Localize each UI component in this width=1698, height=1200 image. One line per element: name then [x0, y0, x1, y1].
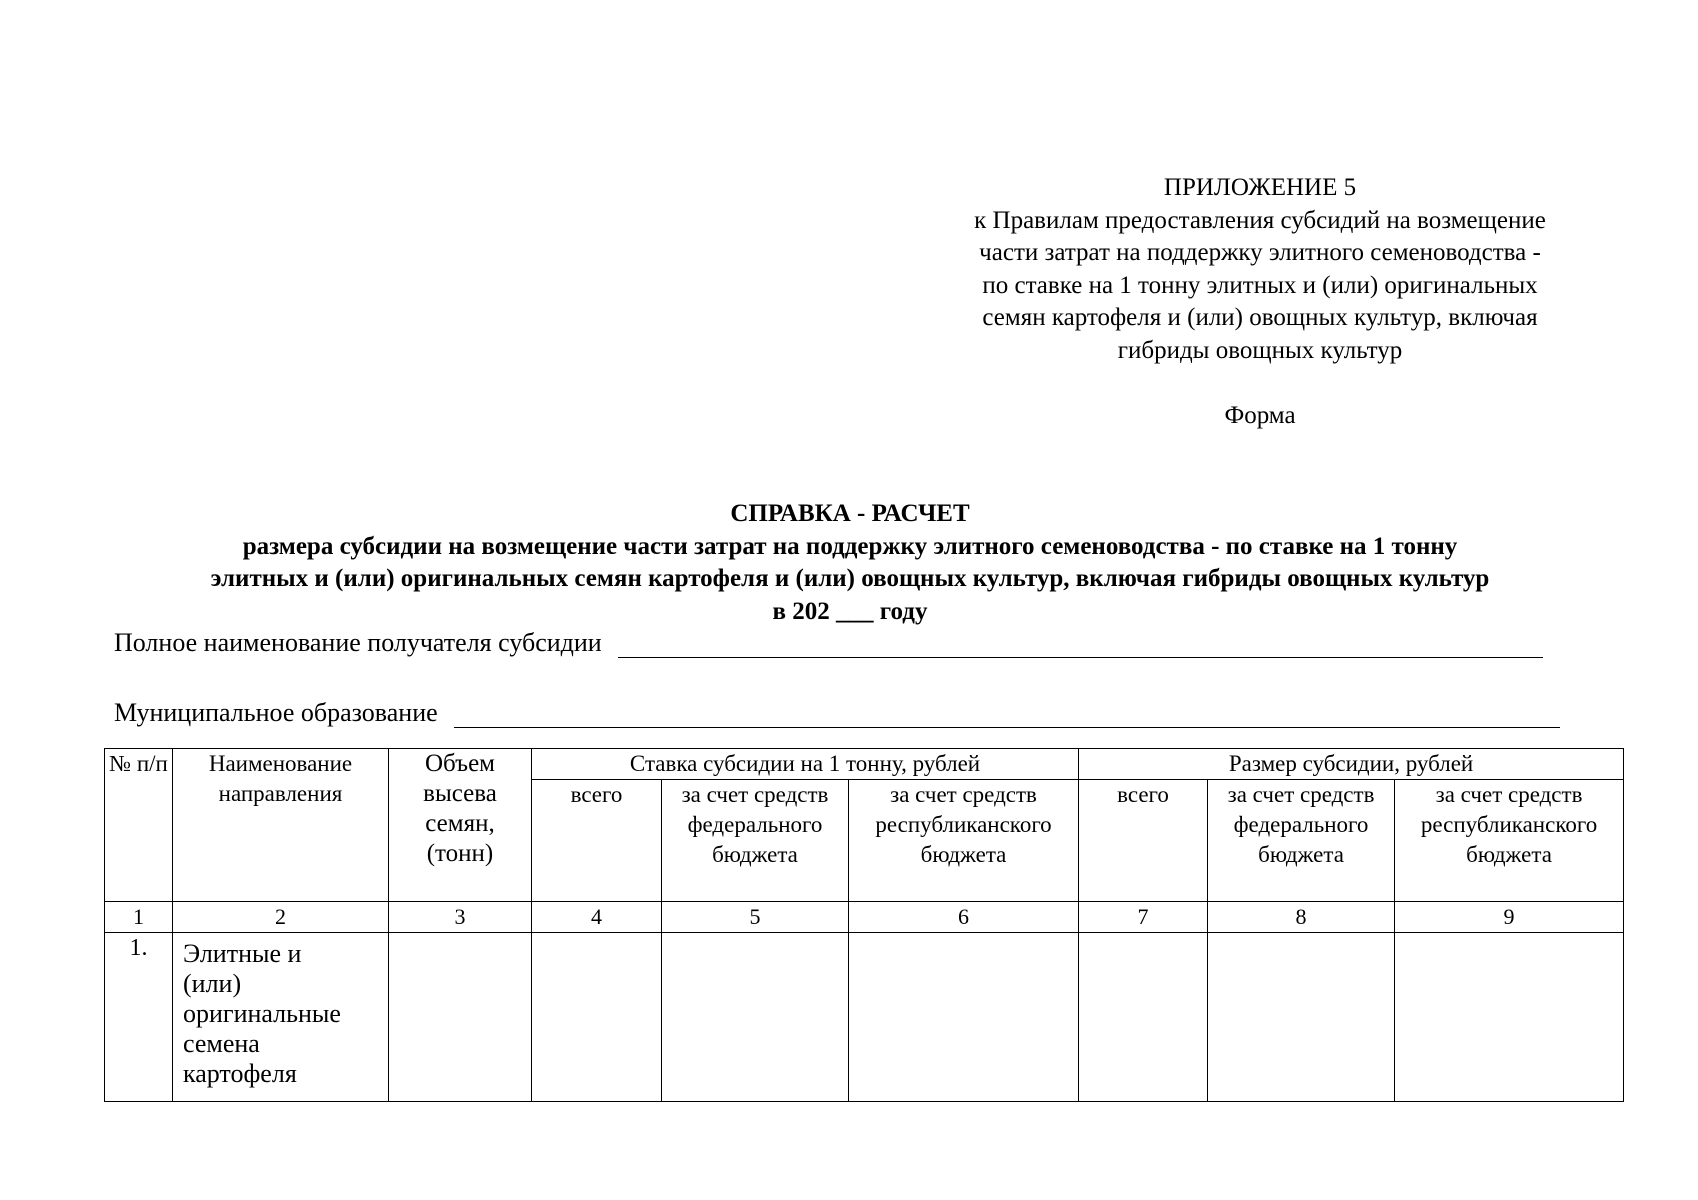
municipality-label: Муниципальное образование	[114, 698, 438, 727]
form-label: Форма	[1224, 402, 1296, 429]
column-number: 4	[532, 902, 662, 933]
document-year-line: в 202 ___ году	[772, 597, 928, 625]
column-number-row	[105, 902, 1624, 933]
cell-amount-federal[interactable]	[1208, 933, 1395, 1102]
cell-rate-total[interactable]	[532, 933, 662, 1102]
header-amount-total: всего	[1079, 780, 1208, 902]
appendix-line: гибриды овощных культур	[1117, 336, 1403, 364]
municipality-blank-line[interactable]	[454, 701, 1560, 728]
appendix-line: части затрат на поддержку элитного семеноводства -	[979, 239, 1541, 266]
header-volume-line: (тонн)	[426, 840, 494, 867]
header-rate-group: Ставка субсидии на 1 тонну, рублей	[532, 749, 1079, 780]
header-amount-federal: за счет средств федерального бюджета	[1208, 780, 1395, 902]
header-num: № п/п	[105, 749, 173, 902]
header-volume-line: семян,	[425, 810, 495, 837]
document-title: СПРАВКА - РАСЧЕТ	[730, 500, 970, 527]
row-direction-name	[173, 933, 389, 1102]
column-number: 7	[1079, 902, 1208, 933]
cell-amount-republic[interactable]	[1395, 933, 1624, 1102]
header-rate-republic: за счет средств республиканского бюджета	[849, 780, 1079, 902]
appendix-line: к Правилам предоставления субсидий на возмещение	[974, 206, 1546, 234]
column-number: 1	[105, 902, 173, 933]
appendix-title: ПРИЛОЖЕНИЕ 5	[1163, 174, 1357, 201]
cell-rate-republic[interactable]	[849, 933, 1079, 1102]
appendix-header	[910, 172, 1610, 367]
row-name-line: (или)	[183, 969, 242, 998]
header-amount-group: Размер субсидии, рублей	[1079, 749, 1624, 780]
cell-rate-federal[interactable]	[662, 933, 849, 1102]
header-volume-line: Объем	[425, 750, 495, 777]
header-name: Наименование направления	[173, 749, 389, 902]
appendix-line: по ставке на 1 тонну элитных и (или) оригинальных	[982, 271, 1538, 299]
appendix-line: семян картофеля и (или) овощных культур, включая	[982, 304, 1538, 331]
cell-amount-total[interactable]	[1079, 933, 1208, 1102]
column-number: 3	[389, 902, 532, 933]
header-amount-republic: за счет средств республиканского бюджета	[1395, 780, 1624, 902]
row-name-line: оригинальные	[183, 999, 341, 1028]
recipient-label: Полное наименование получателя субсидии	[114, 628, 602, 657]
subsidy-calculation-table	[104, 748, 1624, 1102]
header-rate-total: всего	[532, 780, 662, 902]
header-volume	[389, 749, 532, 902]
cell-seed-volume[interactable]	[389, 933, 532, 1102]
header-rate-federal: за счет средств федерального бюджета	[662, 780, 849, 902]
row-number: 1.	[105, 933, 173, 1102]
column-number: 8	[1208, 902, 1395, 933]
column-number: 2	[173, 902, 389, 933]
table-row	[105, 933, 1624, 1102]
recipient-field	[114, 628, 1543, 658]
row-name-line: Элитные и	[183, 939, 302, 968]
row-name-line: картофеля	[183, 1059, 297, 1088]
row-name-line: семена	[183, 1029, 260, 1058]
recipient-blank-line[interactable]	[618, 631, 1543, 658]
column-number: 9	[1395, 902, 1624, 933]
header-volume-line: высева	[423, 780, 497, 807]
column-number: 5	[662, 902, 849, 933]
document-subtitle-line: размера субсидии на возмещение части затрат на поддержку элитного семеноводства - по ставке на 1 тонну	[242, 532, 1458, 560]
document-subtitle-line: элитных и (или) оригинальных семян картофеля и (или) овощных культур, включая гибриды овощных культур	[210, 565, 1490, 592]
document-heading	[100, 498, 1600, 628]
municipality-field	[114, 698, 1560, 728]
table-header-row	[105, 749, 1624, 780]
column-number: 6	[849, 902, 1079, 933]
